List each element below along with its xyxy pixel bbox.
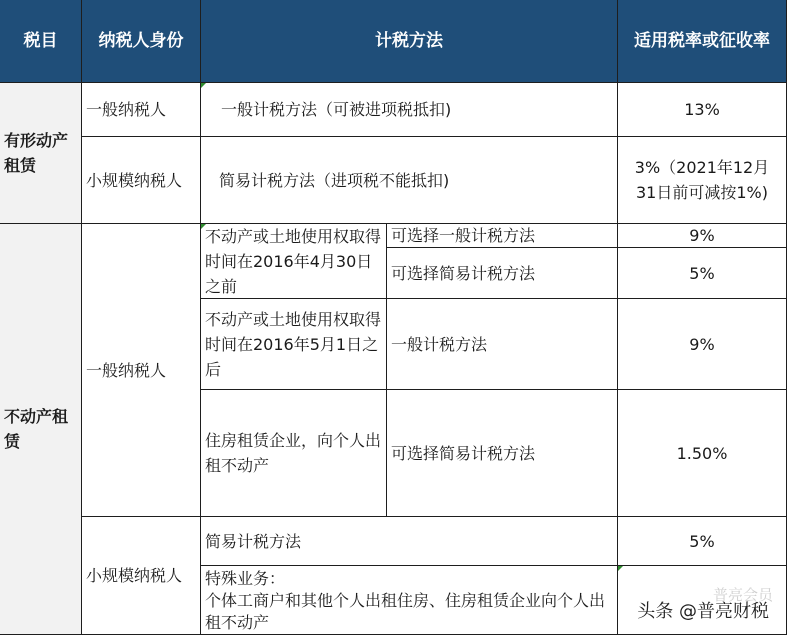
group-real-estate-label: 不动产租赁	[4, 407, 69, 451]
g2-small-taxpayer-label: 小规模纳税人	[86, 566, 183, 585]
g2-sub1-option2-method-label: 可选择简易计税方法	[391, 263, 536, 283]
header-taxpayer	[82, 0, 201, 83]
g2-sub1-condition-label: 不动产或土地使用权取得时间在2016年4月30日之前	[205, 226, 382, 296]
g2-small1-rate-label: 5%	[689, 531, 715, 551]
g2-sub3-method	[387, 390, 618, 517]
header-tax-item-label: 税目	[23, 30, 58, 51]
header-rate	[618, 0, 787, 83]
g2-small1-method	[201, 517, 618, 566]
g2-sub3-method-label: 可选择简易计税方法	[391, 443, 536, 463]
g2-small2-title: 特殊业务：	[205, 569, 286, 588]
g1-general-rate	[618, 83, 787, 137]
watermark: 头条 @普亮财税	[637, 601, 769, 622]
g2-sub1-option2-rate-label: 5%	[689, 263, 715, 283]
g2-general-taxpayer	[82, 224, 201, 517]
g2-small2-desc-text: 个体工商户和其他个人出租住房、住房租赁企业向个人出租不动产	[205, 591, 606, 632]
g1-general-method-label: 一般计税方法（可被进项税抵扣)	[221, 100, 452, 119]
g2-sub1-option2-rate	[618, 248, 787, 299]
header-method	[201, 0, 618, 83]
g2-sub2-method	[387, 299, 618, 390]
g1-small-rate	[618, 137, 787, 224]
g1-small-method	[201, 137, 618, 224]
comment-marker	[201, 224, 206, 229]
g2-sub1-condition	[201, 224, 387, 299]
g2-sub1-option1-method-label: 可选择一般计税方法	[391, 226, 536, 245]
g1-small-taxpayer-label: 小规模纳税人	[86, 170, 183, 190]
g1-small-rate-label: 3%（2021年12月31日前可减按1%)	[634, 158, 770, 202]
g2-sub3-rate	[618, 390, 787, 517]
g2-sub2-condition	[201, 299, 387, 390]
g1-small-method-label: 简易计税方法（进项税不能抵扣)	[219, 170, 450, 190]
watermark-faint: 普亮会员	[712, 586, 773, 604]
group-movable-property	[0, 83, 82, 224]
g1-general-taxpayer-label: 一般纳税人	[86, 100, 167, 119]
g2-sub3-rate-label: 1.50%	[676, 443, 728, 463]
g2-sub3-condition-label: 住房租赁企业，向个人出租不动产	[205, 431, 382, 475]
group-real-estate	[0, 224, 82, 635]
g1-general-rate-label: 13%	[684, 100, 720, 119]
g2-small2-desc	[201, 566, 618, 635]
g2-sub2-method-label: 一般计税方法	[391, 334, 488, 354]
g2-small1-method-label: 简易计税方法	[205, 531, 302, 551]
g2-sub2-rate	[618, 299, 787, 390]
g2-sub1-option1-rate	[618, 224, 787, 248]
comment-marker	[201, 83, 206, 88]
header-taxpayer-label: 纳税人身份	[98, 30, 184, 51]
g2-small-taxpayer	[82, 517, 201, 635]
g2-sub2-condition-label: 不动产或土地使用权取得时间在2016年5月1日之后	[205, 309, 382, 379]
comment-marker	[618, 566, 623, 571]
header-tax-item	[0, 0, 82, 83]
g2-small1-rate	[618, 517, 787, 566]
header-rate-label: 适用税率或征收率	[634, 30, 770, 51]
g2-sub3-condition	[201, 390, 387, 517]
g2-sub1-option1-method	[387, 224, 618, 248]
g2-sub1-option2-method	[387, 248, 618, 299]
header-method-label: 计税方法	[375, 30, 443, 51]
g1-general-taxpayer	[82, 83, 201, 137]
g1-small-taxpayer	[82, 137, 201, 224]
g1-general-method	[201, 83, 618, 137]
g2-sub2-rate-label: 9%	[689, 334, 715, 354]
group-movable-label: 有形动产租赁	[4, 131, 69, 175]
g2-sub1-option1-rate-label: 9%	[689, 226, 715, 245]
g2-general-taxpayer-label: 一般纳税人	[86, 360, 167, 380]
